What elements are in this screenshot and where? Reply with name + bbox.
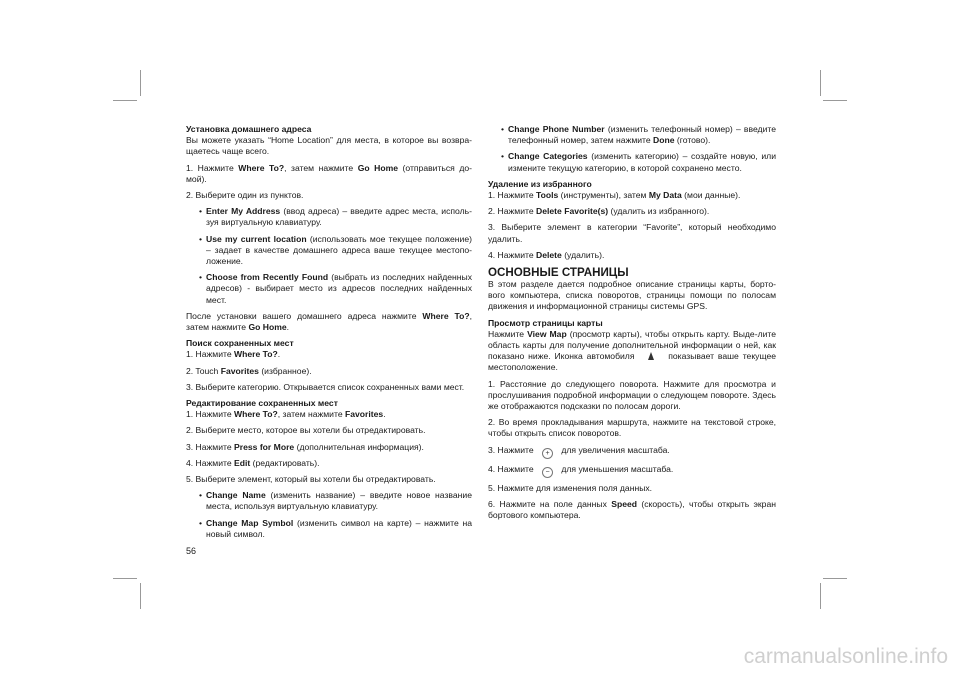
bold-term: Change Categories [508, 151, 588, 162]
text-run: 5. Нажмите для изменения поля данных. [488, 482, 653, 493]
text-run: 2. Выберите один из пунктов. [186, 190, 304, 201]
crop-mark [113, 578, 137, 579]
crop-mark [820, 70, 821, 96]
text-run: 1. Нажмите [186, 162, 239, 173]
text-run: В этом разделе дается подробное описание страницы карты, борто-вого компьютера, списка поворотов, страницы помощи по полосам движения и информационной страницы системы GPS. [488, 279, 776, 312]
bold-term: Where To? [234, 409, 278, 420]
text-run: 2. Во время прокладывания маршрута, нажмите на текстовой строке, чтобы открыть список поворотов. [488, 417, 776, 439]
text-run: После установки вашего домашнего адреса нажмите [186, 310, 423, 321]
text-run: 4. Нажмите [488, 249, 537, 260]
text-run: 1. Расстояние до следующего поворота. Нажмите для просмотра и прослушивания подробной информации о следующем повороте. Здесь же отображаются подсказки по полосам дороги. [488, 378, 776, 412]
bold-term: Tools [536, 190, 559, 201]
text-run: 1. Нажмите [186, 409, 235, 420]
bold-term: Enter My Address [206, 206, 281, 217]
text-run: , затем нажмите [277, 409, 345, 420]
numbered-step [186, 442, 472, 453]
text-run: 6. Нажмите на поле данных [488, 498, 612, 509]
bold-term: View Map [527, 328, 567, 339]
crop-mark [113, 100, 137, 101]
numbered-step [186, 409, 472, 420]
text-run: Установка домашнего адреса [186, 124, 312, 134]
text-run: (ввод адреса) – введите адрес места, исполь-зуя виртуальную клавиатуру. [206, 206, 473, 228]
text-run: (инструменты), затем [558, 190, 649, 201]
crop-mark [140, 70, 141, 96]
crop-mark [820, 583, 821, 609]
text-run: для уменьшения масштаба. [559, 463, 674, 474]
bold-term: Change Phone Number [508, 124, 605, 134]
bullet-item [508, 151, 776, 173]
page-number: 56 [186, 546, 197, 556]
text-run: (изменить категорию) – создайте новую, или измените текущую категорию, в которой сохранено место. [508, 151, 776, 173]
chapter-heading [488, 266, 776, 279]
text-run: 3. Выберите категорию. Открывается список сохраненных вами мест. [186, 381, 465, 392]
text-run: 4. Нажмите [488, 463, 537, 474]
crop-mark [140, 583, 141, 609]
bold-term: Favorites [345, 409, 384, 420]
text-run: Удаление из избранного [488, 178, 592, 189]
text-run: (дополнительная информация). [294, 441, 424, 452]
numbered-step [186, 458, 472, 469]
numbered-step [488, 379, 776, 413]
text-run: 2. Нажмите [488, 206, 537, 217]
numbered-step [488, 206, 776, 217]
text-run: 4. Нажмите [186, 457, 235, 468]
text-run: . [286, 322, 290, 333]
text-run: 5. Выберите элемент, который вы хотели бы отредактировать. [186, 474, 436, 485]
bold-term: Use my current location [206, 233, 307, 244]
bold-term: Go Home [248, 322, 287, 333]
numbered-step [488, 499, 776, 521]
text-run: Просмотр страницы карты [488, 317, 603, 328]
left-column [186, 124, 472, 545]
text-run: (готово). [674, 135, 711, 146]
text-run: 2. Touch [186, 365, 221, 376]
section-heading [186, 338, 472, 349]
bullet-item [206, 518, 472, 540]
numbered-step [186, 190, 472, 201]
numbered-step [488, 483, 776, 494]
bullet-item [206, 490, 472, 512]
numbered-step [186, 163, 472, 185]
paragraph [186, 311, 472, 333]
numbered-step [186, 349, 472, 360]
numbered-step [488, 190, 776, 201]
bullet-item [206, 272, 472, 306]
text-run: (изменить название) – введите новое название места, используя виртуальную клавиатуру. [206, 490, 472, 512]
text-run: 1. Нажмите [488, 190, 537, 201]
numbered-step [488, 445, 776, 459]
text-run: (изменить телефонный номер) – введите телефонный номер, затем нажмите [508, 124, 776, 146]
text-run: 3. Нажмите [488, 444, 537, 455]
text-run: (удалить). [561, 249, 605, 260]
text-run: для увеличения масштаба. [559, 444, 670, 455]
bullet-item [206, 234, 472, 268]
paragraph [488, 329, 776, 374]
bold-term: Favorites [220, 365, 259, 376]
car-icon [648, 352, 654, 360]
section-heading [186, 398, 472, 409]
numbered-step [488, 417, 776, 439]
numbered-step [186, 425, 472, 436]
crop-mark [823, 100, 847, 101]
text-run: (отправиться до-мой). [186, 162, 472, 184]
bold-term: Change Map Symbol [206, 517, 294, 528]
text-run: (скорость), чтобы открыть экран бортового компьютера. [488, 498, 776, 521]
paragraph [186, 135, 472, 157]
text-run: Поиск сохраненных мест [186, 338, 294, 349]
bold-term: Delete [536, 249, 562, 260]
paragraph [488, 279, 776, 313]
bold-term: Where To? [234, 349, 278, 360]
bullet-item [206, 206, 472, 228]
zoom-in-icon: + [542, 448, 553, 459]
text-run: . [277, 349, 281, 360]
section-heading [488, 179, 776, 190]
text-run: (выбрать из последних найденных адресов) - выбирает место из адресов последних найденных мест. [206, 272, 472, 305]
section-heading [186, 124, 472, 135]
text-run: , затем нажмите [186, 310, 472, 333]
bold-term: Where To? [238, 162, 285, 173]
crop-mark [823, 578, 847, 579]
numbered-step [488, 250, 776, 261]
bullet-item [508, 124, 776, 146]
zoom-out-icon: − [542, 467, 553, 478]
text-run: ОСНОВНЫЕ СТРАНИЦЫ [488, 266, 629, 280]
text-run: , затем нажмите [284, 162, 358, 173]
numbered-step [488, 222, 776, 244]
bold-term: Done [653, 135, 675, 146]
text-run: (просмотр карты), чтобы открыть карту. Выде-лите область карты для получение дополнительной информации о ней, как показано ниже. Иконка автомобиля [488, 328, 776, 362]
section-heading [488, 318, 776, 329]
text-run: . [383, 409, 386, 420]
bold-term: Change Name [206, 490, 266, 501]
watermark: carmanualsonline.info [743, 645, 948, 668]
bold-term: Where To? [422, 310, 470, 321]
text-run: Вы можете указать “Home Location” для места, в которое вы возвра-щаетесь чаще всего. [186, 135, 472, 157]
text-run: (удалить из избранного). [608, 206, 710, 217]
text-run: 1. Нажмите [186, 349, 235, 360]
right-column [488, 124, 776, 526]
bold-term: Go Home [357, 162, 398, 173]
text-run: (редактировать). [250, 457, 320, 468]
text-run: Редактирование сохраненных мест [186, 398, 338, 409]
text-run: Нажмите [488, 328, 528, 339]
text-run: показывает ваше текущее местоположение. [488, 351, 776, 373]
numbered-step [488, 464, 776, 478]
numbered-step [186, 382, 472, 393]
bold-term: Speed [611, 498, 638, 509]
numbered-step [186, 474, 472, 485]
text-run: (мои данные). [681, 190, 741, 201]
bold-term: Delete Favorite(s) [536, 206, 609, 217]
text-run: 3. Нажмите [186, 441, 235, 452]
bold-term: Edit [234, 457, 251, 468]
text-run: (использовать мое текущее положение) – задает в качестве домашнего адреса ваше текущее местопо-ложение. [206, 233, 472, 267]
text-run: (избранное). [258, 365, 312, 376]
numbered-step [186, 366, 472, 377]
text-run: (изменить символ на карте) – нажмите на новый символ. [206, 517, 472, 539]
bold-term: My Data [648, 190, 682, 201]
text-run: 2. Выберите место, которое вы хотели бы отредактировать. [186, 425, 426, 436]
bold-term: Press for More [234, 441, 295, 452]
bold-term: Choose from Recently Found [206, 272, 329, 283]
text-run: 3. Выберите элемент в категории “Favorite”, который необходимо удалить. [488, 222, 776, 244]
